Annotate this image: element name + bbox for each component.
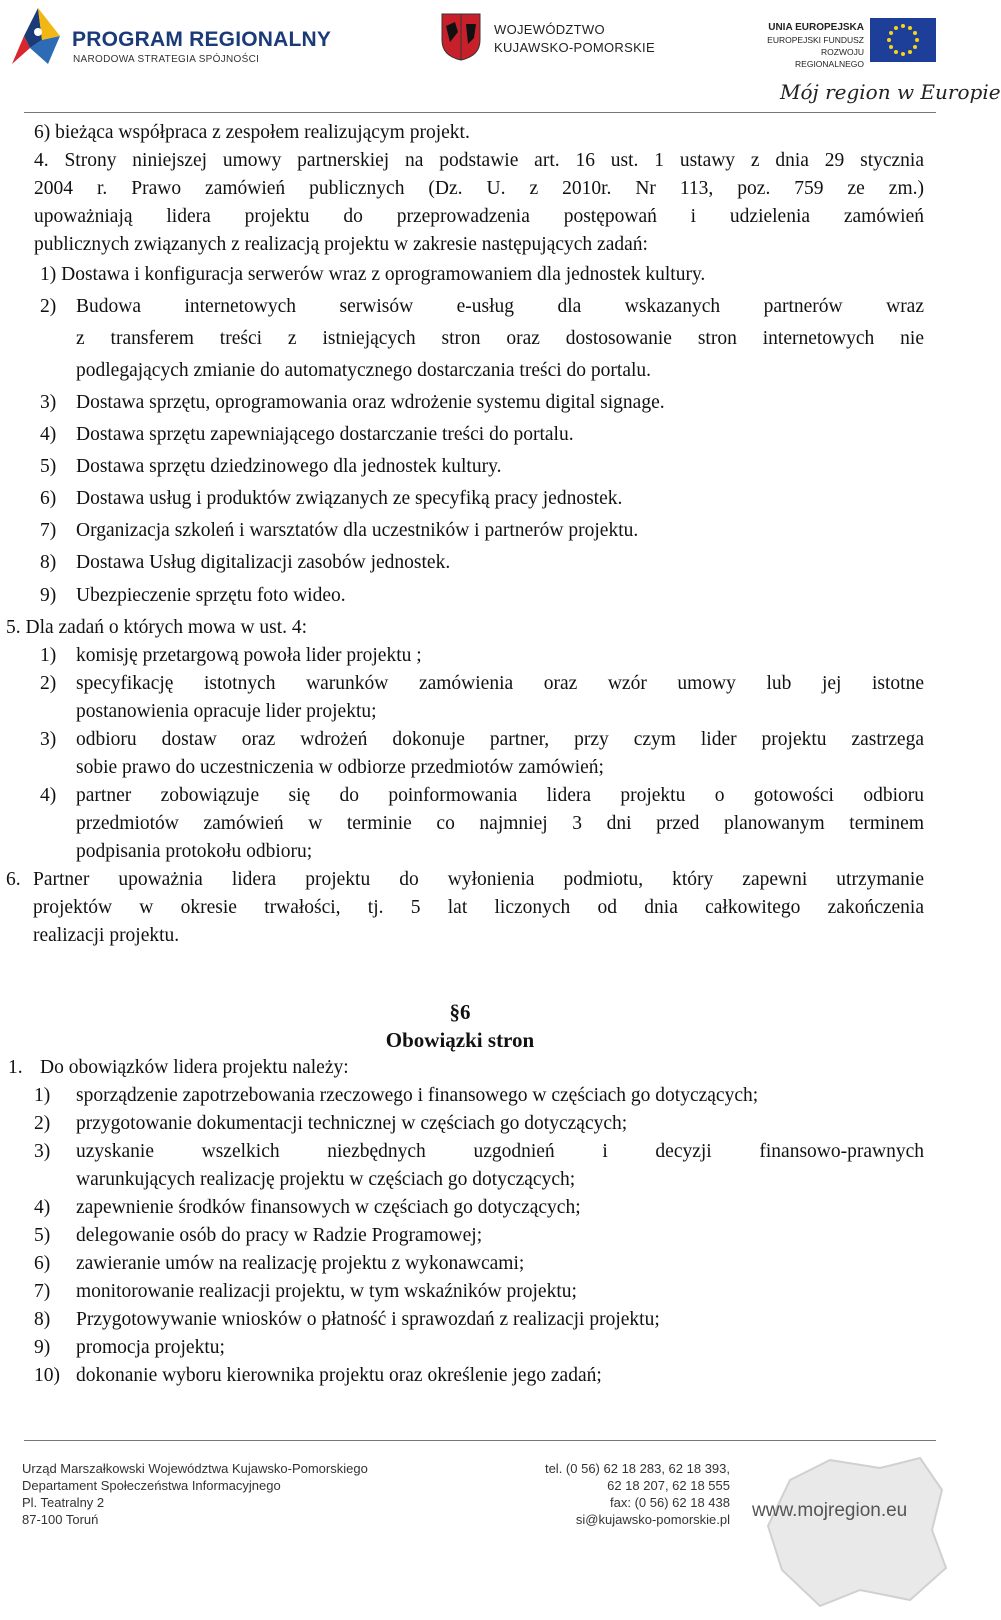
- program-star-logo-icon: [8, 6, 64, 68]
- list-item: 1) Dostawa i konfiguracja serwerów wraz z oprogramowaniem dla jednostek kultury.: [40, 264, 706, 285]
- contact-info: [430, 1460, 730, 1528]
- list-number: 8): [34, 1309, 51, 1330]
- website-link[interactable]: www.mojregion.eu: [752, 1500, 908, 1521]
- footer-divider: [24, 1440, 936, 1441]
- program-title: PROGRAM REGIONALNY: [72, 28, 332, 51]
- list-number: 3): [40, 392, 57, 413]
- page-footer: [0, 1440, 960, 1620]
- list-item: Organizacja szkoleń i warsztatów dla uczestników i partnerów projektu.: [76, 520, 639, 541]
- list-item: dokonanie wyboru kierownika projektu oraz określenie jego zadań;: [76, 1365, 602, 1386]
- text-line: warunkujących realizację projektu w częściach go dotyczących;: [76, 1169, 576, 1190]
- text-line: partner zobowiązuje się do poinformowania lidera projektu o gotowości odbioru: [76, 785, 924, 806]
- list-item: Ubezpieczenie sprzętu foto wideo.: [76, 585, 346, 606]
- list-item: Dostawa sprzętu zapewniającego dostarczanie treści do portalu.: [76, 424, 574, 445]
- region-name-line2: KUJAWSKO-POMORSKIE: [494, 40, 655, 55]
- list-item: Dostawa usług i produktów związanych ze specyfiką pracy jednostek.: [76, 488, 623, 509]
- list-number: 1): [34, 1085, 51, 1106]
- list-item: przygotowanie dokumentacji technicznej w częściach go dotyczących;: [76, 1113, 628, 1134]
- list-item: monitorowanie realizacji projektu, w tym wskaźników projektu;: [76, 1281, 577, 1302]
- list-number: 5): [40, 456, 57, 477]
- list-number: 7): [40, 520, 57, 541]
- text-line: Partner upoważnia lidera projektu do wyłonienia podmiotu, który zapewni utrzymanie: [33, 869, 924, 890]
- eu-logo: [766, 18, 956, 69]
- list-number: 2): [40, 296, 57, 317]
- list-item: zawieranie umów na realizację projektu z wykonawcami;: [76, 1253, 525, 1274]
- text-line: publicznych związanych z realizacją projektu w zakresie następujących zadań:: [34, 234, 648, 255]
- region-map-icon: [760, 1450, 950, 1610]
- text-line: realizacji projektu.: [33, 925, 180, 946]
- text-line: uzyskanie wszelkich niezbędnych uzgodnień i decyzji finansowo-prawnych: [76, 1141, 924, 1162]
- list-number: 4): [40, 785, 57, 806]
- text-line: 4. Strony niniejszej umowy partnerskiej na podstawie art. 16 ust. 1 ustawy z dnia 29 stycznia: [34, 150, 924, 171]
- list-number: 5): [34, 1225, 51, 1246]
- office-line2: Departament Społeczeństwa Informacyjnego: [22, 1478, 281, 1493]
- region-name-line1: WOJEWÓDZTWO: [494, 22, 605, 37]
- email: si@kujawsko-pomorskie.pl: [575, 1512, 730, 1527]
- section-number: 1.: [8, 1057, 23, 1078]
- coat-of-arms-icon: [440, 12, 482, 62]
- list-number: 8): [40, 552, 57, 573]
- list-item: Dostawa sprzętu, oprogramowania oraz wdrożenie systemu digital signage.: [76, 392, 665, 413]
- text-line: przedmiotów zamówień w terminie co najmniej 3 dni przed planowanym terminem: [76, 813, 924, 834]
- eu-line1: UNIA EUROPEJSKA: [768, 22, 864, 33]
- list-item: promocja projektu;: [76, 1337, 225, 1358]
- fax: fax: (0 56) 62 18 438: [610, 1495, 730, 1510]
- list-item: Dostawa sprzętu dziedzinowego dla jednostek kultury.: [76, 456, 502, 477]
- office-line4: 87-100 Toruń: [22, 1512, 99, 1527]
- list-number: 4): [34, 1197, 51, 1218]
- section-heading-title: Obowiązki stron: [385, 1028, 535, 1052]
- text-line: specyfikację istotnych warunków zamówienia oraz wzór umowy lub jej istotne: [76, 673, 924, 694]
- text-line: podlegających zmianie do automatycznego dostarczania treści do portalu.: [76, 360, 652, 381]
- list-item: sporządzenie zapotrzebowania rzeczowego i finansowego w częściach go dotyczących;: [76, 1085, 759, 1106]
- slogan: Mój region w Europie: [780, 80, 1001, 104]
- text-line: 6) bieżąca współpraca z zespołem realizującym projekt.: [34, 122, 470, 143]
- section-number: 6.: [6, 869, 21, 890]
- list-number: 2): [40, 673, 57, 694]
- list-number: 6): [34, 1253, 51, 1274]
- list-number: 10): [34, 1365, 60, 1386]
- list-number: 3): [34, 1141, 51, 1162]
- header-divider: [24, 112, 936, 113]
- text-line: Budowa internetowych serwisów e-usług dla wskazanych partnerów wraz: [76, 296, 924, 317]
- section-point: 5. Dla zadań o których mowa w ust. 4:: [6, 617, 308, 638]
- program-regionalny-logo: [8, 6, 332, 70]
- list-number: 7): [34, 1281, 51, 1302]
- text-line: sobie prawo do uczestniczenia w odbiorze przedmiotów zamówień;: [76, 757, 604, 778]
- text-line: podpisania protokołu odbioru;: [76, 841, 313, 862]
- list-number: 9): [40, 585, 57, 606]
- page-header: [0, 0, 1001, 124]
- list-number: 3): [40, 729, 57, 750]
- office-line3: Pl. Teatralny 2: [22, 1495, 105, 1510]
- list-item: Dostawa Usług digitalizacji zasobów jednostek.: [76, 552, 451, 573]
- text-line: 2004 r. Prawo zamówień publicznych (Dz. U. z 2010r. Nr 113, poz. 759 ze zm.): [34, 178, 924, 199]
- eu-line2: EUROPEJSKI FUNDUSZ: [767, 35, 864, 45]
- program-subtitle: NARODOWA STRATEGIA SPÓJNOŚCI: [73, 54, 260, 65]
- list-item: komisję przetargową powoła lider projektu ;: [76, 645, 422, 666]
- text-line: postanowienia opracuje lider projektu;: [76, 701, 377, 722]
- wojewodztwo-logo: [440, 12, 660, 62]
- list-item: Przygotowywanie wniosków o płatność i sprawozdań z realizacji projektu;: [76, 1309, 660, 1330]
- list-number: 1): [40, 645, 57, 666]
- text-line: upoważniają lidera projektu do przeprowadzenia postępowań i udzielenia zamówień: [34, 206, 924, 227]
- tel-line1: tel. (0 56) 62 18 283, 62 18 393,: [544, 1461, 730, 1476]
- office-line1: Urząd Marszałkowski Województwa Kujawsko-Pomorskiego: [22, 1461, 368, 1476]
- section-heading-number: §6: [449, 1000, 471, 1024]
- text-line: odbioru dostaw oraz wdrożeń dokonuje partner, przy czym lider projektu zastrzega: [76, 729, 924, 750]
- list-item: zapewnienie środków finansowych w częściach go dotyczących;: [76, 1197, 581, 1218]
- list-item: delegowanie osób do pracy w Radzie Programowej;: [76, 1225, 483, 1246]
- eu-flag-icon: [870, 18, 936, 62]
- list-number: 2): [34, 1113, 51, 1134]
- office-address: [22, 1460, 368, 1528]
- text-line: projektów w okresie trwałości, tj. 5 lat liczonych od dnia całkowitego zakończenia: [33, 897, 924, 918]
- tel-line2: 62 18 207, 62 18 555: [607, 1478, 730, 1493]
- list-number: 6): [40, 488, 57, 509]
- text-line: z transferem treści z istniejących stron oraz dostosowanie stron internetowych nie: [76, 328, 924, 349]
- eu-line3: ROZWOJU REGIONALNEGO: [795, 47, 864, 69]
- list-number: 4): [40, 424, 57, 445]
- list-number: 9): [34, 1337, 51, 1358]
- text-line: Do obowiązków lidera projektu należy:: [40, 1057, 349, 1078]
